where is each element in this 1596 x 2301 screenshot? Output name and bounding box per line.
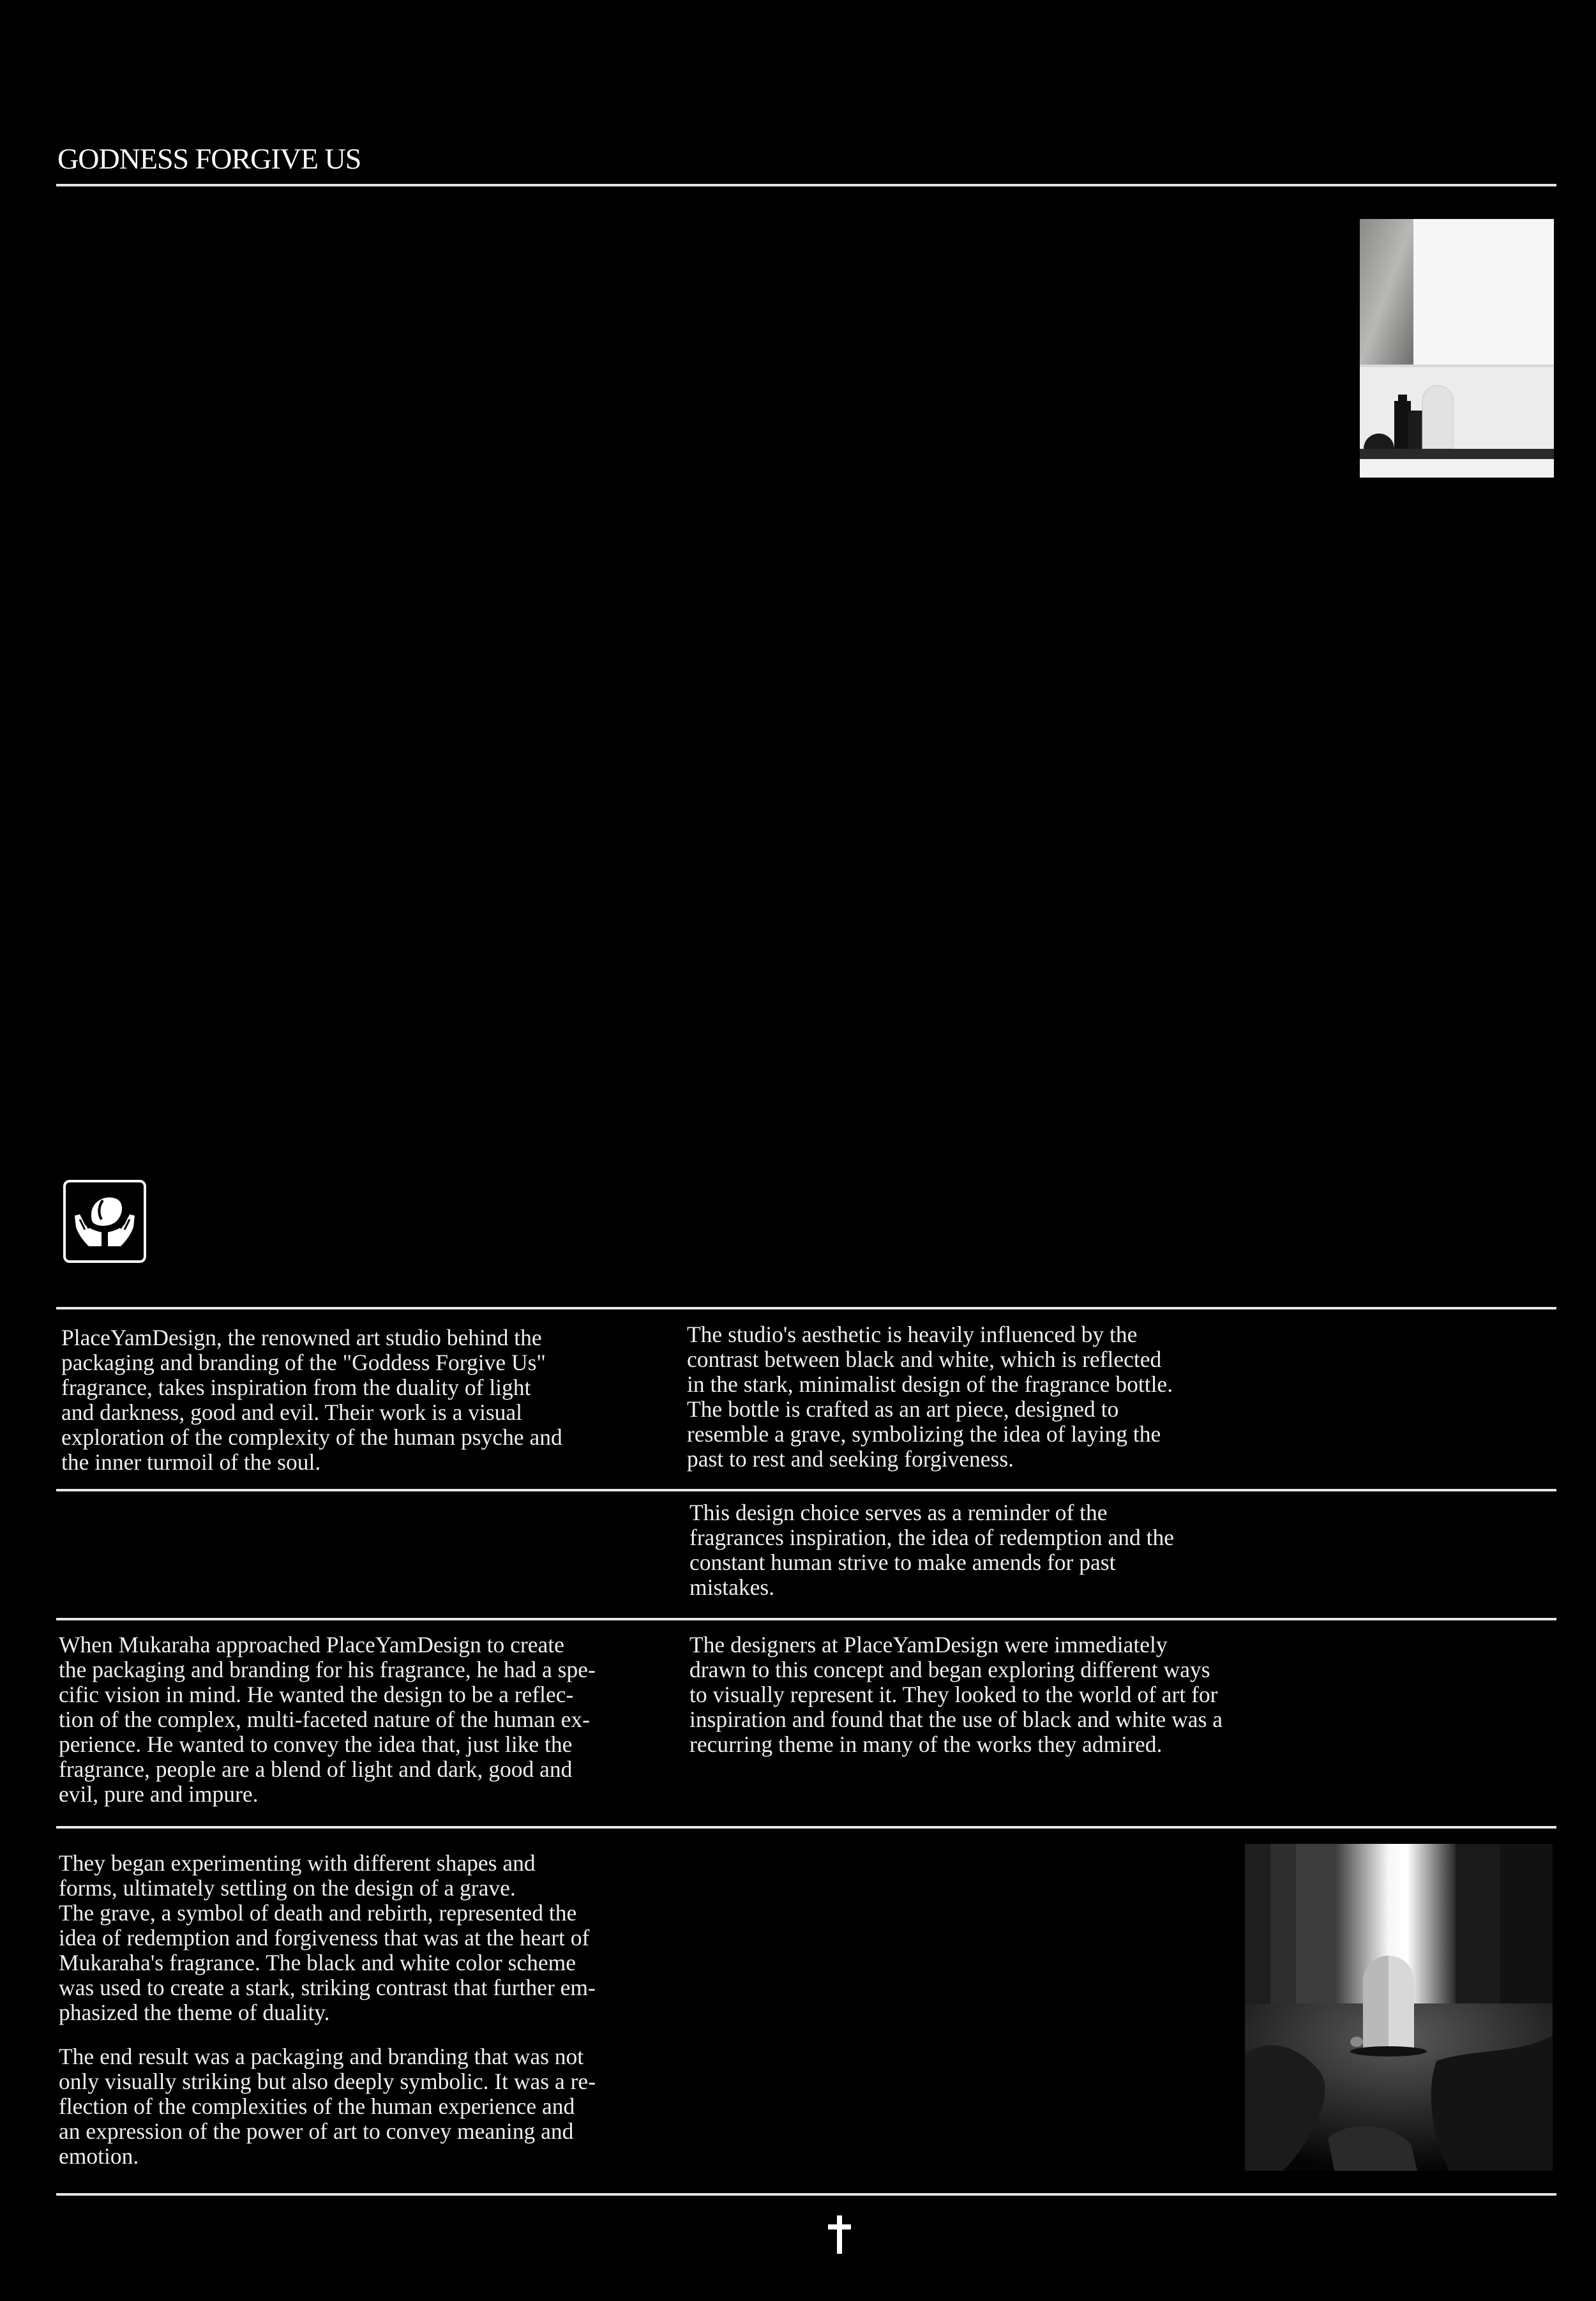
section-divider: [56, 1307, 1556, 1309]
footer-divider: [56, 2193, 1556, 2196]
section-divider: [56, 1489, 1556, 1491]
section-divider: [56, 1826, 1556, 1829]
shelf-photo: [1360, 219, 1554, 478]
paragraph-aesthetic: The studio's aesthetic is heavily influenced by the contrast between black and white, which is reflected in the stark, minimalist design of the fragrance bottle. The bottle is crafted as an art piece, designed to resemble a grave, symbolizing the idea of laying the past to rest and seeking forgiveness.: [687, 1322, 1173, 1472]
grave-scene-photo: [1245, 1844, 1553, 2171]
paragraph-intro: PlaceYamDesign, the renowned art studio behind the packaging and branding of the "Goddess Forgive Us" fragrance, takes inspiration from the duality of light and darkness, good and evil. Their work is a visual exploration of the complexity of the human psyche and the inner turmoil of the soul.: [61, 1325, 562, 1475]
section-divider: [56, 1618, 1556, 1620]
paragraph-design-choice: This design choice serves as a reminder of the fragrances inspiration, the idea of redemption and the constant human strive to make amends for past mistakes.: [689, 1500, 1175, 1600]
page-title: GODNESS FORGIVE US: [57, 142, 361, 175]
paragraph-designers: The designers at PlaceYamDesign were immediately drawn to this concept and began exploring different ways to visually represent it. They looked to the world of art for inspiration and found that the use of black and white was a recurring theme in many of the works they admired.: [689, 1632, 1223, 1757]
hands-holding-drop-icon: [63, 1180, 146, 1263]
cross-icon: [825, 2215, 854, 2254]
paragraph-end-result: The end result was a packaging and branding that was not only visually striking but also deeply symbolic. It was a re- flection of the complexities of the human experience and an expression of the power of art to convey meaning and emotion.: [59, 2044, 596, 2169]
title-divider: [56, 184, 1556, 186]
paragraph-grave: They began experimenting with different shapes and forms, ultimately settling on the design of a grave. The grave, a symbol of death and rebirth, represented the idea of redemption and forgiveness that was at the heart of Mukaraha's fragrance. The black and white color scheme was used to create a stark, striking contrast that further em- phasized the theme of duality.: [59, 1850, 596, 2025]
paragraph-mukaraha: When Mukaraha approached PlaceYamDesign to create the packaging and branding for his fragrance, he had a spe- cific vision in mind. He wanted the design to be a reflec- tion of the complex, multi-faceted nature of the human ex- perience. He wanted to convey the idea that, just like the fragrance, people are a blend of light and dark, good and evil, pure and impure.: [59, 1632, 596, 1807]
